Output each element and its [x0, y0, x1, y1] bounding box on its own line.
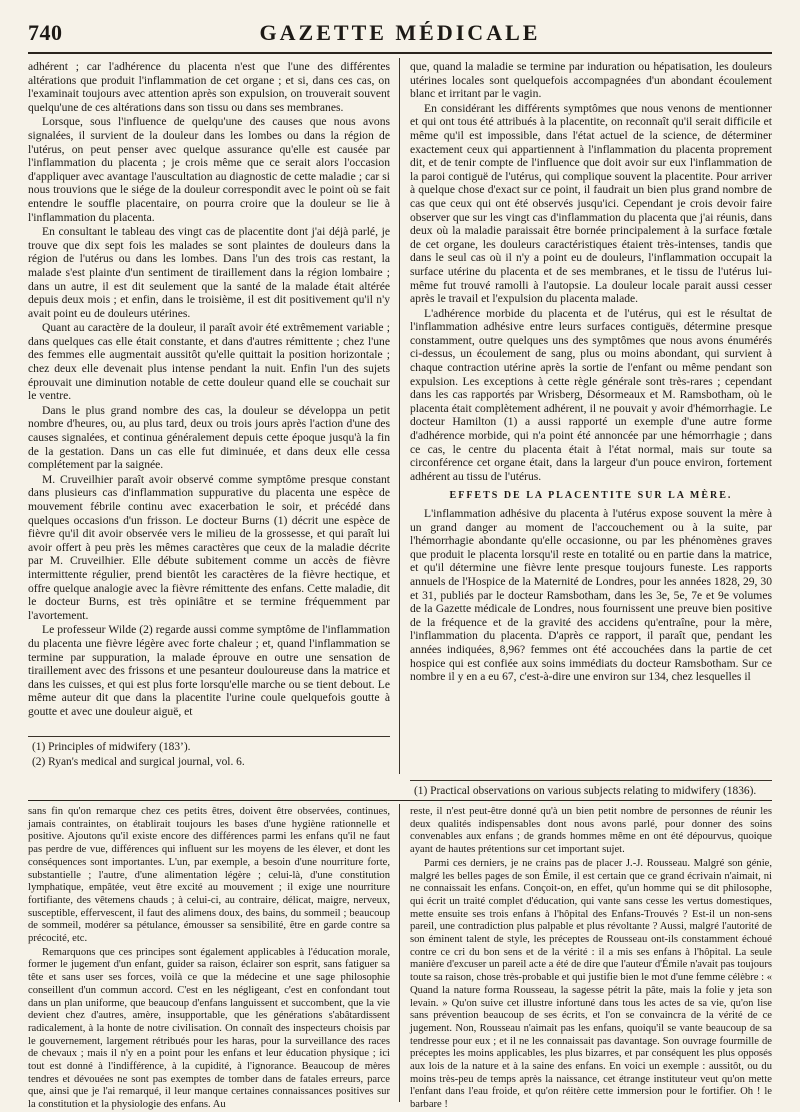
paragraph: L'adhérence morbide du placenta et de l'utérus, qui est le résultat de l'inflammation adhésive entre leurs surfaces contiguës, détermine presque constamment, outre quelques uns des symptômes que nous avons énumérés ci-dessus, un écoulement de sang, plus ou moins abondant, qui survient à chaque contraction utérine après la sortie de l'enfant ou même pendant son expulsion. Les exceptions à cette règle générale sont très-rares ; cependant dans les cas rapportés par Wrisberg, Désormeaux et M. Ramsbotham, où le placenta était complètement adhérent, il ne pouvait y avoir d'hémorrhagie. Le docteur Hamilton (1) a aussi rapporté un exemple d'une autre forme d'adhérence morbide, qui n'a point été annoncée par une hémorrhagie ; dans ce cas, le centre du placenta était à l'état normal, mais sur toute sa circonférence cet organe était, dans la largeur d'un pouce environ, fortement adhérent au tissu de l'utérus. — [410, 306, 772, 483]
page-number: 740 — [28, 20, 63, 45]
footnote-rule-left — [28, 736, 390, 737]
upper-right-column — [410, 60, 772, 772]
journal-title: GAZETTE MÉDICALE — [259, 20, 541, 45]
header-rule — [28, 52, 772, 54]
column-divider — [399, 58, 400, 774]
paragraph: Quant au caractère de la douleur, il paraît avoir été extrêmement variable ; dans quelques cas elle était constante, et dans d'autres rémittente ; chez l'une des femmes elle augmentait aussitôt qu'elle quittait la position horizontale ; chez deux elle devenait plus intense pendant la nuit. Enfin l'un des sujets éprouvait une diminution notable de cette douleur quand elle se couchait sur le ventre. — [28, 321, 390, 403]
lower-left-column — [28, 806, 390, 1111]
column-divider-lower — [399, 804, 400, 1102]
paragraph: M. Cruveilhier paraît avoir observé comme symptôme presque constant dans plusieurs cas d'inflammation suppurative du placenta une espèce de mouvement fébrile continu avec exacerbation le soir, et précédé dans quelques occasions d'un frisson. Le docteur Burns (1) décrit une espèce de fièvre qu'il dit avoir observée vers le milieu de la grossesse, et qui paraît lui avoir offert à peu près les mêmes caractères que ceux de la maladie décrite par M. Cruveilhier. Elle débute subitement comme un accès de fièvre intermittente régulier, prend bientôt les caractères de la fièvre hectique, et offre quelque analogie avec la fièvre rémittente des enfans. Cette maladie, dit le docteur Burns, est très opiniâtre et se termine fréquemment par l'avortement. — [28, 472, 390, 622]
paragraph: reste, il n'est peut-être donné qu'à un bien petit nombre de personnes de réunir les deux qualités indispensables dont nous avons parlé, pour donner des soins convenables aux enfans ; de grands hommes même en ont été dépourvus, quoique ayant de hautes prétentions sur cet important sujet. — [410, 806, 772, 856]
paragraph: Lorsque, sous l'influence de quelqu'une des causes que nous avons signalées, il survient de la douleur dans les lombes ou dans la région de l'utérus, on peut penser avec quelque assurance qu'elle est causée par l'inflammation du placenta ; je crois même que ce serait alors l'occasion d'appliquer avec avantage l'auscultation au diagnostic de cette maladie ; car si nous trouvions que le siége de la douleur correspondit avec le point où se fait entendre le souffle placentaire, on pourra croire que la douleur se lie à l'inflammation du placenta. — [28, 115, 390, 224]
footnote-rule-right — [410, 780, 772, 781]
paragraph: Remarquons que ces principes sont également applicables à l'éducation morale, former le jugement d'un enfant, guider sa raison, éclairer son esprit, sans fatiguer sa tête et sans user ses forces, voilà ce que la médecine et une sage philosophie conseillent d'un commun accord. C'est en les négligeant, c'est en confondant tout dans un plan uniforme, que beaucoup d'enfans languissent et succombent, que la vie devient chez d'autres, amère, insupportable, que les générations s'abâtardissent radicalement, à la honte de notre civilisation. On connaît des inspecteurs choisis par le gouvernement, largement rétribués pour les haras, pour la surveillance des races de chevaux ; mais il n'y en a point pour les enfans et leur éducation physique ; ici tout est donné à l'indifférence, à la cupidité, à l'ignorance. Beaucoup de mères tendres et dévouées ne sont pas exemptes de tomber dans de fatales erreurs, parce que, ainsi que je l'ai remarqué, il leur manque certaines connaissances positives sur la constitution et la physiologie des enfans. Au — [28, 946, 390, 1111]
footnotes-left — [28, 740, 390, 770]
footnote: (2) Ryan's medical and surgical journal, vol. 6. — [32, 756, 245, 768]
paragraph: Parmi ces derniers, je ne crains pas de placer J.-J. Rousseau. Malgré son génie, malgré les belles pages de son Émile, il est certain que ce grand écrivain n'aimait, ni ne connaissait les enfans. Conçoit-on, en effet, qu'un homme qui se dit philosophe, qui écrit un traité complet d'éducation, qui vante sans cesse les vertus domestiques, mette ensuite ses trois enfans à l'hôpital des Enfans-Trouvés ? Est-il un non-sens pareil, une contradiction plus palpable et plus révoltante ? Aussi, malgré l'autorité de son éminent talent de style, les préceptes de Rousseau ont-ils constamment échoué contre ce cri du bon sens et de la vérité : il a mis ses enfans à l'hôpital. La seule manière d'excuser un pareil acte a été de dire que l'auteur d'Émile n'avait pas toujours toute sa raison, chose très-probable et qui justifie bien le mot d'une femme célèbre : « Quand la nature forma Rousseau, la sagesse pétrit la pâte, mais la folie y jeta son levain. » Qu'on suive cet illustre infortuné dans tous les actes de sa vie, qu'on lise sans prévention beaucoup de ses écrits, et l'on se convaincra de la vérité de ce jugement. Non, Rousseau n'aimait pas les enfans, quoiqu'il se vante beaucoup de sa tendresse pour eux ; et il ne les connaissait pas davantage. Son ouvrage fourmille de préceptes les moins applicables, les plus bizarres, et par conséquent les plus opposés aux lois de la nature et à la saine des enfans. En voici un exemple : aussitôt, ou du moins très-peu de temps après la naissance, cet étrange instituteur veut qu'on mette l'enfant dans l'eau froide, et qu'on réitère cette immersion pour le fortifier. Oh ! le barbare ! — [410, 857, 772, 1111]
paragraph: En considérant les différents symptômes que nous venons de mentionner et qui ont tous été attribués à la placentite, on reconnaît qu'il serait difficile et même qu'il est impossible, dans l'état actuel de la science, de déterminer exactement ceux qui appartiennent à l'inflammation du placenta proprement dit, et de tenir compte de l'influence que doit avoir sur eux l'inflammation de la paroi contiguë de l'utérus, qui complique souvent la placentite. Pour arriver à quelque chose d'exact sur ce point, il faudrait un bien plus grand nombre de cas que ceux qui ont été observés jusqu'ici. Cependant je crois devoir faire observer que sur les vingt cas d'inflammation du placenta que j'ai réunis, dans deux où la maladie paraissait être bornée principalement à la surface fœtale de cet organe, les douleurs caractéristiques étaient très-intenses, tandis que dans le seul cas où il n'y a point eu de douleurs, l'inflammation occupait la surface utérine du placenta et de ses membranes, et le tissu de l'utérus lui-même fut trouvé ramolli à l'autopsie. La douleur locale parait aussi cesser après le travail et l'expulsion du placenta malade. — [410, 101, 772, 306]
footnote: (1) Principles of midwifery (183’). — [32, 741, 191, 753]
paragraph: Le professeur Wilde (2) regarde aussi comme symptôme de l'inflammation du placenta une fièvre légère avec forte chaleur ; et, quand l'inflammation se termine par suppuration, la malade éprouve en outre une sensation de tiraillement avec des frissons et une pesanteur douloureuse dans la matrice et dans les cuisses, et qui est plus forte lorsqu'elle marche ou se tient debout. Le même auteur dit que dans la placentite l'urine coule quelquefois goutte à goutte et avec une douleur aiguë, et — [28, 623, 390, 718]
feuilleton-rule — [28, 800, 772, 801]
paragraph: que, quand la maladie se termine par induration ou hépatisation, les douleurs utérines locales sont quelquefois accompagnées d'un abondant écoulement blanc et irritant par le vagin. — [410, 60, 772, 101]
upper-left-column — [28, 60, 390, 732]
paragraph: En consultant le tableau des vingt cas de placentite dont j'ai déjà parlé, je trouve que dix sept fois les malades se sont plaintes de douleurs dans la région de l'utérus ou dans les lombes. Dans l'un des trois cas restant, la malade s'est plainte d'un sentiment de tiraillement dans la région lombaire ; dans un autre, il est dit seulement que la santé de la malade était altérée depuis deux mois ; et enfin, dans le troisième, il est dit positivement qu'il n'y avait point eu de douleurs utérines. — [28, 225, 390, 320]
section-heading: EFFETS DE LA PLACENTITE SUR LA MÈRE. — [449, 490, 733, 502]
footnotes-right — [410, 784, 772, 799]
lower-right-column — [410, 806, 772, 1111]
footnote: (1) Practical observations on various subjects relating to midwifery (1836). — [414, 785, 757, 797]
paragraph: adhérent ; car l'adhérence du placenta n'est que l'une des différentes altérations que produit l'inflammation de cet organe ; et si, dans ces cas, on l'examinait toujours avec attention après son expulsion, on trouverait souvent quelqu'une de ces altérations dans son tissu ou dans ses membranes. — [28, 60, 390, 114]
page-header — [28, 18, 772, 48]
paragraph: L'inflammation adhésive du placenta à l'utérus expose souvent la mère à un grand danger au moment de l'accouchement ou à la suite, par l'hémorrhagie abondante qu'elle occasionne, ou par les phénomènes graves que produit le placenta lorsqu'il reste en totalité ou en partie dans la matrice, et qu'il détermine une fièvre lente presque toujours funeste. Les rapports annuels de l'Hospice de la Maternité de Londres, pour les années 1828, 29, 30 et 31, publiés par le docteur Ramsbotham, dans les 3e, 5e, 7e et 9e volumes de la Gazette médicale de Londres, nous fournissent une preuve bien positive de la fréquence et de la gravité des accidens qu'entraîne, pour la mère, l'inflammation du placenta. D'après ce rapport, il paraît que, pendant les années indiquées, 8,96? femmes ont été accouchées dans la partie de cet hospice qui est confiée aux soins immédiats du docteur Ramsbotham. Sur ce nombre il y en a eu 67, c'est-à-dire une environ sur 134, chez lesquelles il — [410, 507, 772, 684]
paragraph: Dans le plus grand nombre des cas, la douleur se développa un petit nombre d'heures, ou, au plus tard, deux ou trois jours après l'action d'une des causes signalées, et continua généralement depuis cette époque jusqu'à la fin de la gestation. Dans un cas elle fut diminuée, et dans deux elle cessa complétement par la saignée. — [28, 403, 390, 472]
paragraph: sans fin qu'on remarque chez ces petits êtres, doivent être observées, continues, jamais contraintes, on établirait toujours les bases d'une hygiène rationnelle et positive. Ajoutons qu'il existe encore des différences parmi les enfans qu'il ne faut pas perdre de vue, différences qui influent sur les moyens de les élever, et dont les conséquences sont importantes. L'un, par exemple, a besoin d'une nourriture forte, substantielle ; l'autre, d'une alimentation légère ; celui-là, d'une constitution lymphatique, empâtée, veut être excité au mouvement ; il exige une nourriture fortifiante, des vêtemens chauds ; à celui-ci, au contraire, délicat, maigre, nerveux, susceptible, effervescent, il faut des alimens doux, des bains, du sommeil ; beaucoup de sommeil, modérer sa pétulance, émousser sa sensibilité, être en garde contre sa précocité, etc. — [28, 806, 390, 945]
